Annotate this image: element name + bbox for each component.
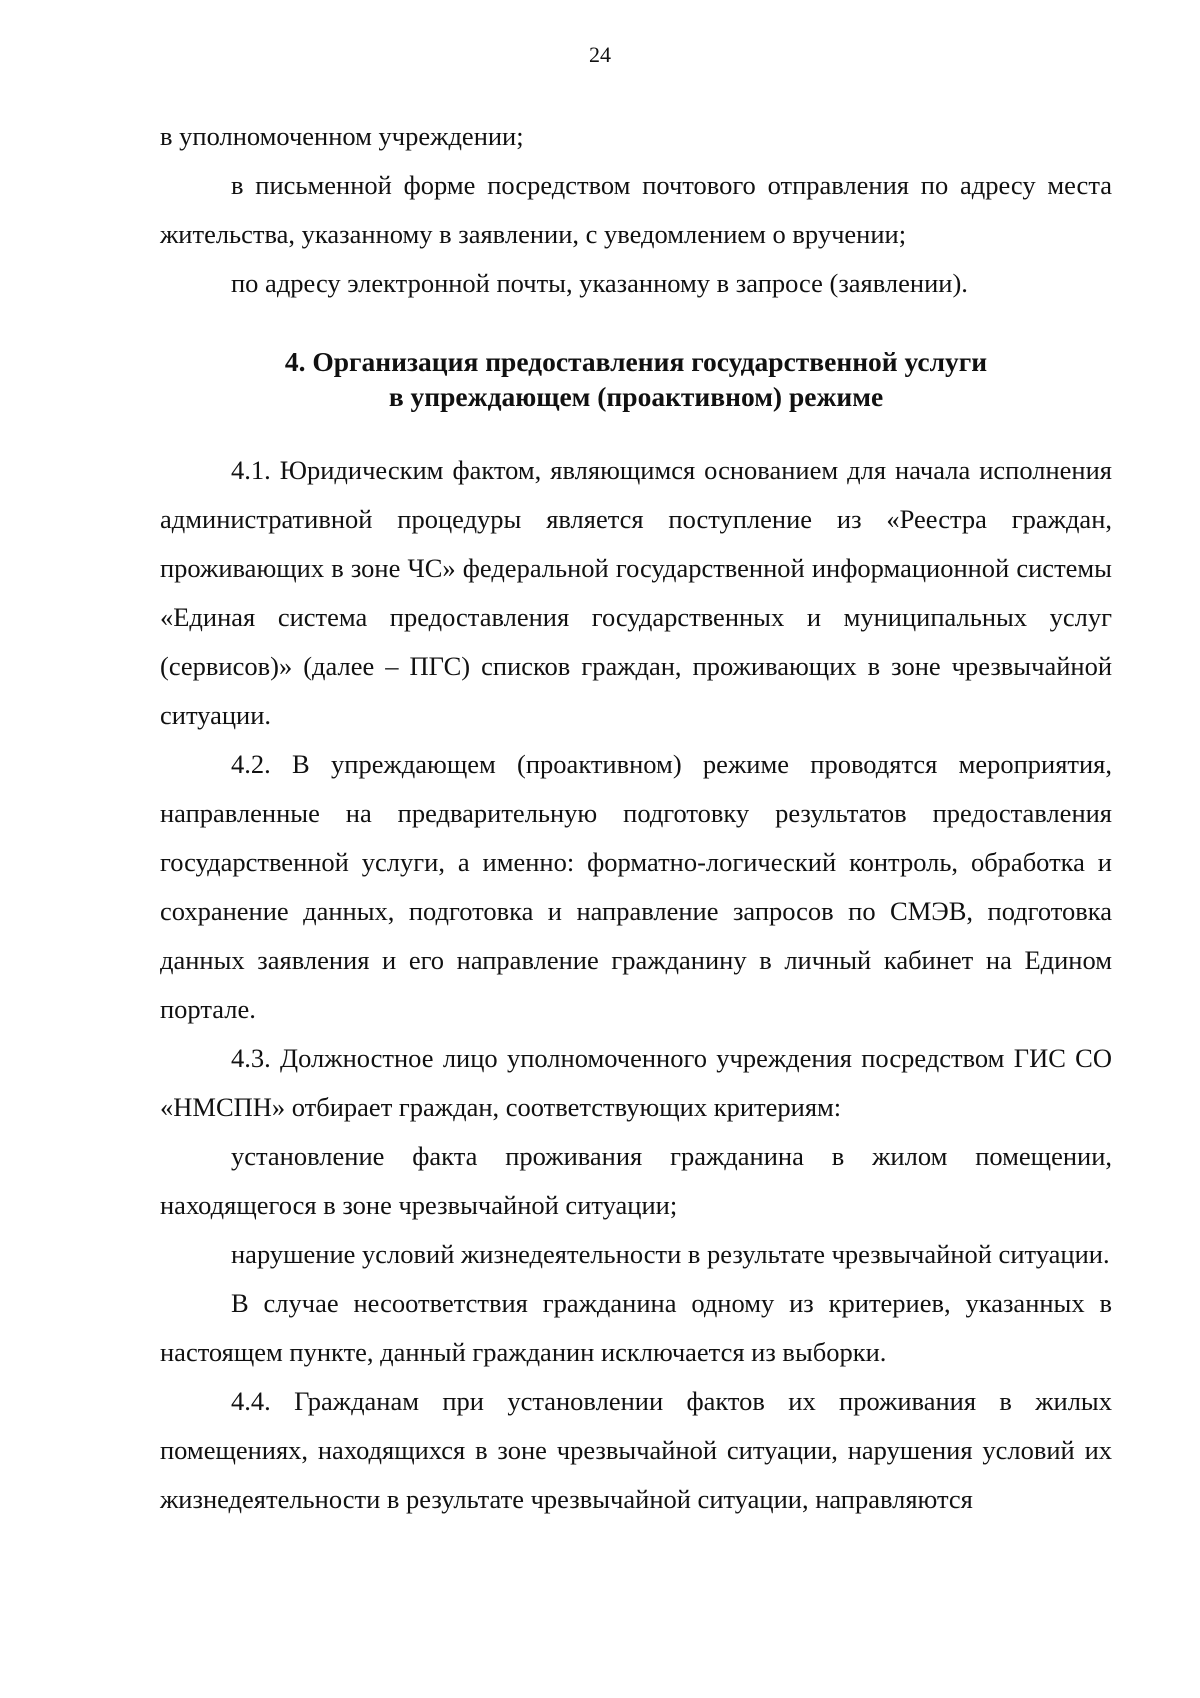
paragraph: 4.1. Юридическим фактом, являющимся основанием для начала исполнения административной процедуры является поступление из «Реестра граждан, проживающих в зоне ЧС» федеральной государственной информационной системы «Единая система предоставления государственных и муниципальных услуг (сервисов)» (далее – ПГС) списков граждан, проживающих в зоне чрезвычайной ситуации.	[160, 455, 1112, 730]
paragraph: в письменной форме посредством почтового отправления по адресу места жительства, указанному в заявлении, с уведомлением о вручении;	[160, 170, 1112, 249]
paragraph: установление факта проживания гражданина в жилом помещении, находящегося в зоне чрезвычайной ситуации;	[160, 1141, 1112, 1220]
paragraph: 4.3. Должностное лицо уполномоченного учреждения посредством ГИС СО «НМСПН» отбирает граждан, соответствующих критериям:	[160, 1043, 1112, 1122]
paragraph: нарушение условий жизнедеятельности в результате чрезвычайной ситуации.	[231, 1239, 1110, 1269]
top-text-block	[160, 112, 1112, 308]
section-heading	[160, 344, 1112, 414]
paragraph: 4.2. В упреждающем (проактивном) режиме проводятся мероприятия, направленные на предварительную подготовку результатов предоставления государственной услуги, а именно: форматно-логический контроль, обработка и сохранение данных, подготовка и направление запросов по СМЭВ, подготовка данных заявления и его направление гражданину в личный кабинет на Едином портале.	[160, 749, 1112, 1024]
section-heading-line: 4. Организация предоставления государственной услуги	[284, 346, 988, 377]
paragraph: в уполномоченном учреждении;	[160, 121, 524, 151]
page-number: 24	[589, 42, 611, 67]
main-text-block	[160, 446, 1112, 1524]
paragraph: 4.4. Гражданам при установлении фактов их проживания в жилых помещениях, находящихся в зоне чрезвычайной ситуации, нарушения условий их жизнедеятельности в результате чрезвычайной ситуации, направляются	[160, 1386, 1112, 1514]
paragraph: по адресу электронной почты, указанному в запросе (заявлении).	[231, 268, 968, 298]
paragraph: В случае несоответствия гражданина одному из критериев, указанных в настоящем пункте, данный гражданин исключается из выборки.	[160, 1288, 1112, 1367]
section-heading-line: в упреждающем (проактивном) режиме	[388, 381, 884, 412]
